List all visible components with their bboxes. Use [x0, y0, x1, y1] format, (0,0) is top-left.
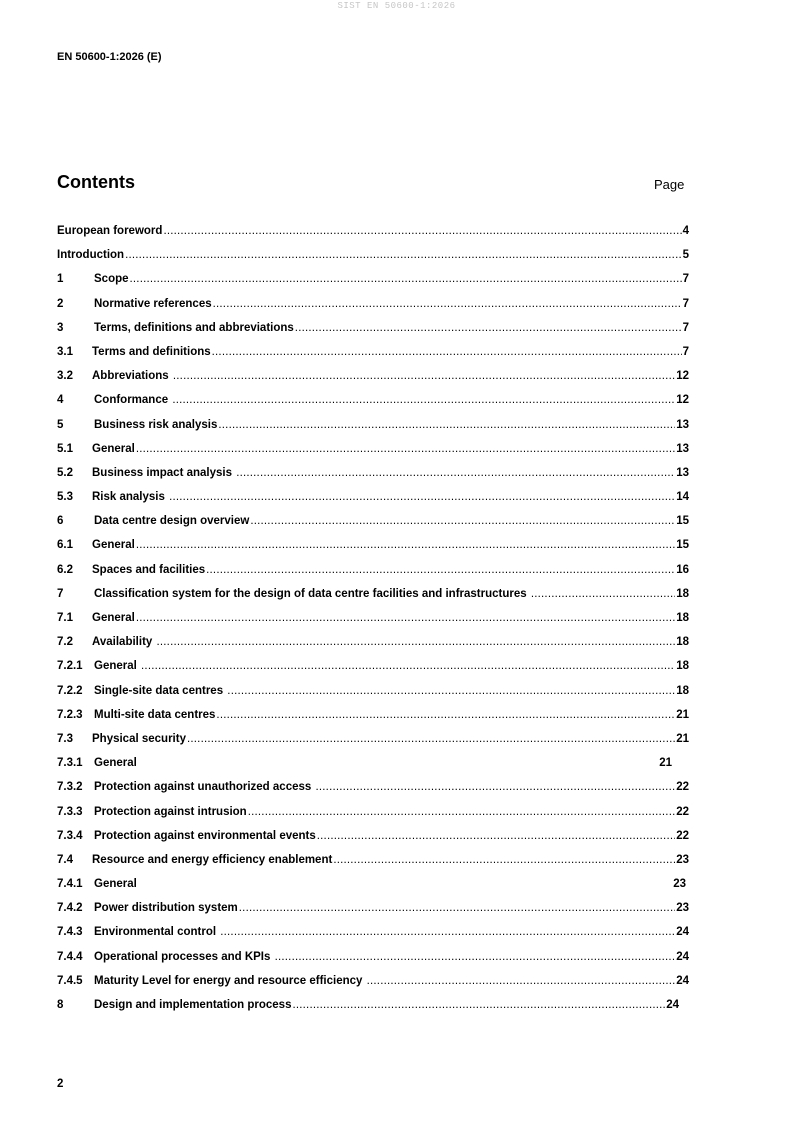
toc-entry-title: General: [94, 878, 137, 891]
toc-entry-page: 23: [676, 902, 689, 915]
toc-entry-page: 18: [676, 612, 689, 624]
toc-entry-title: Business risk analysis: [94, 418, 218, 431]
toc-dot-leader: [172, 392, 675, 408]
toc-entry-page: 22: [676, 805, 689, 818]
toc-entry-title: General: [92, 612, 135, 624]
toc-entry-title: Classification system for the design of data centre facilities and infrastructures: [94, 587, 530, 600]
toc-entry-number: 7.4.4: [57, 950, 83, 963]
toc-entry-page: 7: [682, 345, 689, 358]
toc-entry-number: 5.2: [57, 466, 73, 479]
toc-entry-title: General: [92, 539, 135, 552]
toc-entry-number: 7.3: [57, 732, 73, 745]
toc-entry[interactable]: [57, 852, 689, 876]
toc-dot-leader: [531, 586, 675, 602]
toc-entry-title: Terms, definitions and abbreviations: [94, 321, 294, 334]
toc-dot-leader: [157, 634, 676, 650]
toc-entry-page: 24: [676, 974, 689, 987]
toc-entry[interactable]: [57, 997, 679, 1021]
toc-entry-title: Maturity Level for energy and resource efficiency: [94, 974, 366, 987]
toc-entry[interactable]: [57, 344, 689, 368]
toc-entry[interactable]: [57, 247, 689, 271]
toc-entry[interactable]: [57, 804, 689, 828]
toc-entry[interactable]: [57, 924, 689, 948]
toc-dot-leader: [248, 804, 675, 820]
toc-entry-page: 24: [676, 950, 689, 963]
toc-entry-number: 3: [57, 321, 64, 334]
toc-entry-title: Design and implementation process: [94, 999, 292, 1011]
watermark: SIST EN 50600-1:2026: [337, 1, 456, 11]
toc-entry[interactable]: [57, 707, 689, 731]
toc-entry-title: Operational processes and KPIs: [94, 950, 274, 963]
toc-entry-page: 16: [676, 563, 689, 576]
toc-dot-leader: [317, 828, 675, 844]
toc-entry-title: Single-site data centres: [94, 684, 227, 697]
toc-entry[interactable]: [57, 876, 689, 900]
toc-entry-number: 7.3.1: [57, 757, 83, 770]
toc-dot-leader: [236, 465, 675, 481]
toc-entry-title: Normative references: [94, 297, 212, 310]
toc-entry-page: 12: [676, 370, 689, 383]
toc-entry[interactable]: [57, 562, 689, 586]
toc-entry-page: 22: [676, 829, 689, 842]
toc-dot-leader: [206, 562, 675, 578]
toc-dot-leader: [216, 707, 675, 723]
toc-entry[interactable]: [57, 779, 689, 803]
toc-entry-page: 23: [673, 878, 686, 891]
toc-dot-leader: [275, 949, 676, 965]
toc-entry-title: European foreword: [57, 225, 163, 237]
toc-entry[interactable]: [57, 296, 689, 320]
toc-entry[interactable]: [57, 683, 689, 707]
toc-entry[interactable]: [57, 320, 689, 344]
toc-dot-leader: [173, 368, 675, 384]
toc-dot-leader: [130, 271, 682, 287]
toc-entry-title: Protection against environmental events: [94, 829, 316, 842]
toc-entry-number: 7.4.3: [57, 926, 83, 939]
toc-entry-title: General: [94, 660, 141, 673]
toc-entry-title: Business impact analysis: [92, 466, 236, 479]
toc-entry-page: 24: [676, 926, 689, 939]
document-id: EN 50600-1:2026 (E): [57, 51, 162, 63]
toc-entry-number: 7.2.1: [57, 660, 83, 673]
toc-entry[interactable]: [57, 223, 689, 247]
toc-dot-leader: [292, 997, 665, 1013]
toc-entry-title: Terms and definitions: [92, 345, 211, 358]
toc-entry-page: 13: [676, 466, 689, 479]
toc-dot-leader: [136, 537, 675, 553]
toc-entry-title: Introduction: [57, 249, 125, 262]
toc-entry-number: 8: [57, 999, 64, 1011]
toc-entry[interactable]: [57, 537, 689, 561]
toc-entry-title: Risk analysis: [92, 491, 169, 504]
toc-entry-page: 15: [676, 539, 689, 552]
toc-entry-number: 5: [57, 418, 64, 431]
toc-dot-leader: [333, 852, 675, 868]
toc-entry[interactable]: [57, 271, 689, 295]
toc-dot-leader: [315, 779, 675, 795]
toc-entry-page: 7: [682, 297, 689, 310]
toc-entry-number: 7.2.2: [57, 684, 83, 697]
toc-entry-number: 5.3: [57, 491, 73, 504]
page-number: 2: [57, 1078, 64, 1090]
toc-entry-page: 18: [676, 587, 689, 600]
toc-entry[interactable]: [57, 465, 689, 489]
toc-entry-page: 21: [659, 757, 672, 770]
toc-entry-number: 1: [57, 273, 64, 286]
toc-dot-leader: [250, 513, 675, 529]
toc-entry-title: General: [94, 757, 137, 770]
toc-entry-page: 24: [666, 999, 679, 1011]
toc-entry-number: 5.1: [57, 442, 73, 455]
toc-entry[interactable]: [57, 489, 689, 513]
toc-entry-title: Power distribution system: [94, 902, 238, 915]
toc-entry[interactable]: [57, 900, 689, 924]
toc-entry-title: Multi-site data centres: [94, 708, 216, 721]
toc-entry-number: 7.3.4: [57, 829, 83, 842]
toc-entry-title: Scope: [94, 273, 129, 286]
toc-entry-page: 5: [682, 249, 689, 262]
toc-entry-page: 21: [676, 732, 689, 745]
toc-entry[interactable]: [57, 755, 689, 779]
toc-entry-title: Physical security: [92, 732, 186, 745]
toc-entry-page: 7: [682, 273, 689, 286]
toc-entry-page: 12: [676, 394, 689, 407]
page-column-label: Page: [654, 177, 685, 192]
toc-entry-number: 6.2: [57, 563, 73, 576]
toc-entry[interactable]: [57, 658, 689, 682]
toc-entry-page: 15: [676, 515, 689, 528]
toc-entry-number: 6: [57, 515, 64, 528]
toc-dot-leader: [239, 900, 675, 916]
toc-entry-page: 18: [676, 660, 689, 673]
toc-entry-number: 6.1: [57, 539, 73, 552]
toc-entry[interactable]: [57, 368, 689, 392]
toc-entry-number: 4: [57, 394, 64, 407]
toc-entry-page: 18: [676, 684, 689, 697]
toc-dot-leader: [136, 441, 675, 457]
toc-entry-page: 21: [676, 708, 689, 721]
toc-entry-title: Environmental control: [94, 926, 220, 939]
toc-dot-leader: [163, 223, 681, 239]
toc-entry[interactable]: [57, 513, 689, 537]
toc-entry-number: 7.3.3: [57, 805, 83, 818]
toc-entry[interactable]: [57, 828, 689, 852]
toc-entry-title: Protection against unauthorized access: [94, 781, 315, 794]
toc-entry-title: Data centre design overview: [94, 515, 250, 528]
toc-entry-number: 2: [57, 297, 64, 310]
toc-entry[interactable]: [57, 634, 689, 658]
table-of-contents: [57, 223, 689, 1021]
toc-entry-page: 18: [676, 636, 689, 649]
toc-entry[interactable]: [57, 586, 689, 610]
toc-entry-page: 13: [676, 418, 689, 431]
toc-dot-leader: [212, 344, 682, 360]
toc-entry-number: 3.2: [57, 370, 73, 383]
toc-dot-leader: [227, 683, 675, 699]
toc-entry-number: 7.1: [57, 612, 73, 624]
toc-entry-number: 7: [57, 587, 64, 600]
toc-dot-leader: [213, 296, 682, 312]
toc-entry-number: 7.2: [57, 636, 73, 649]
toc-entry-page: 4: [682, 225, 689, 237]
toc-dot-leader: [187, 731, 675, 747]
toc-entry-number: 3.1: [57, 345, 73, 358]
toc-entry-page: 7: [682, 321, 689, 334]
toc-entry-page: 14: [676, 491, 689, 504]
toc-dot-leader: [125, 247, 682, 263]
toc-entry[interactable]: [57, 441, 689, 465]
toc-entry-page: 13: [676, 442, 689, 455]
toc-entry-page: 22: [676, 781, 689, 794]
toc-dot-leader: [169, 489, 675, 505]
toc-entry-title: Abbreviations: [92, 370, 172, 383]
toc-entry-page: 23: [676, 853, 689, 866]
toc-dot-leader: [218, 417, 675, 433]
toc-entry-title: Spaces and facilities: [92, 563, 206, 576]
toc-entry-number: 7.4: [57, 853, 73, 866]
toc-entry-number: 7.2.3: [57, 708, 83, 721]
toc-entry[interactable]: [57, 973, 689, 997]
toc-dot-leader: [295, 320, 682, 336]
toc-entry[interactable]: [57, 949, 689, 973]
toc-entry[interactable]: [57, 392, 689, 416]
toc-entry[interactable]: [57, 731, 689, 755]
toc-entry[interactable]: [57, 610, 689, 634]
toc-entry-title: General: [92, 442, 135, 455]
toc-entry-number: 7.3.2: [57, 781, 83, 794]
toc-entry-number: 7.4.2: [57, 902, 83, 915]
toc-dot-leader: [141, 658, 675, 674]
toc-entry-title: Conformance: [94, 394, 172, 407]
toc-entry-number: 7.4.1: [57, 878, 83, 891]
toc-entry-number: 7.4.5: [57, 974, 83, 987]
toc-dot-leader: [136, 610, 675, 626]
toc-entry-title: Availability: [92, 636, 156, 649]
toc-dot-leader: [367, 973, 676, 989]
toc-entry-title: Protection against intrusion: [94, 805, 247, 818]
contents-title: Contents: [57, 172, 135, 192]
toc-entry-title: Resource and energy efficiency enablement: [92, 853, 333, 866]
toc-entry[interactable]: [57, 417, 689, 441]
toc-dot-leader: [220, 924, 675, 940]
